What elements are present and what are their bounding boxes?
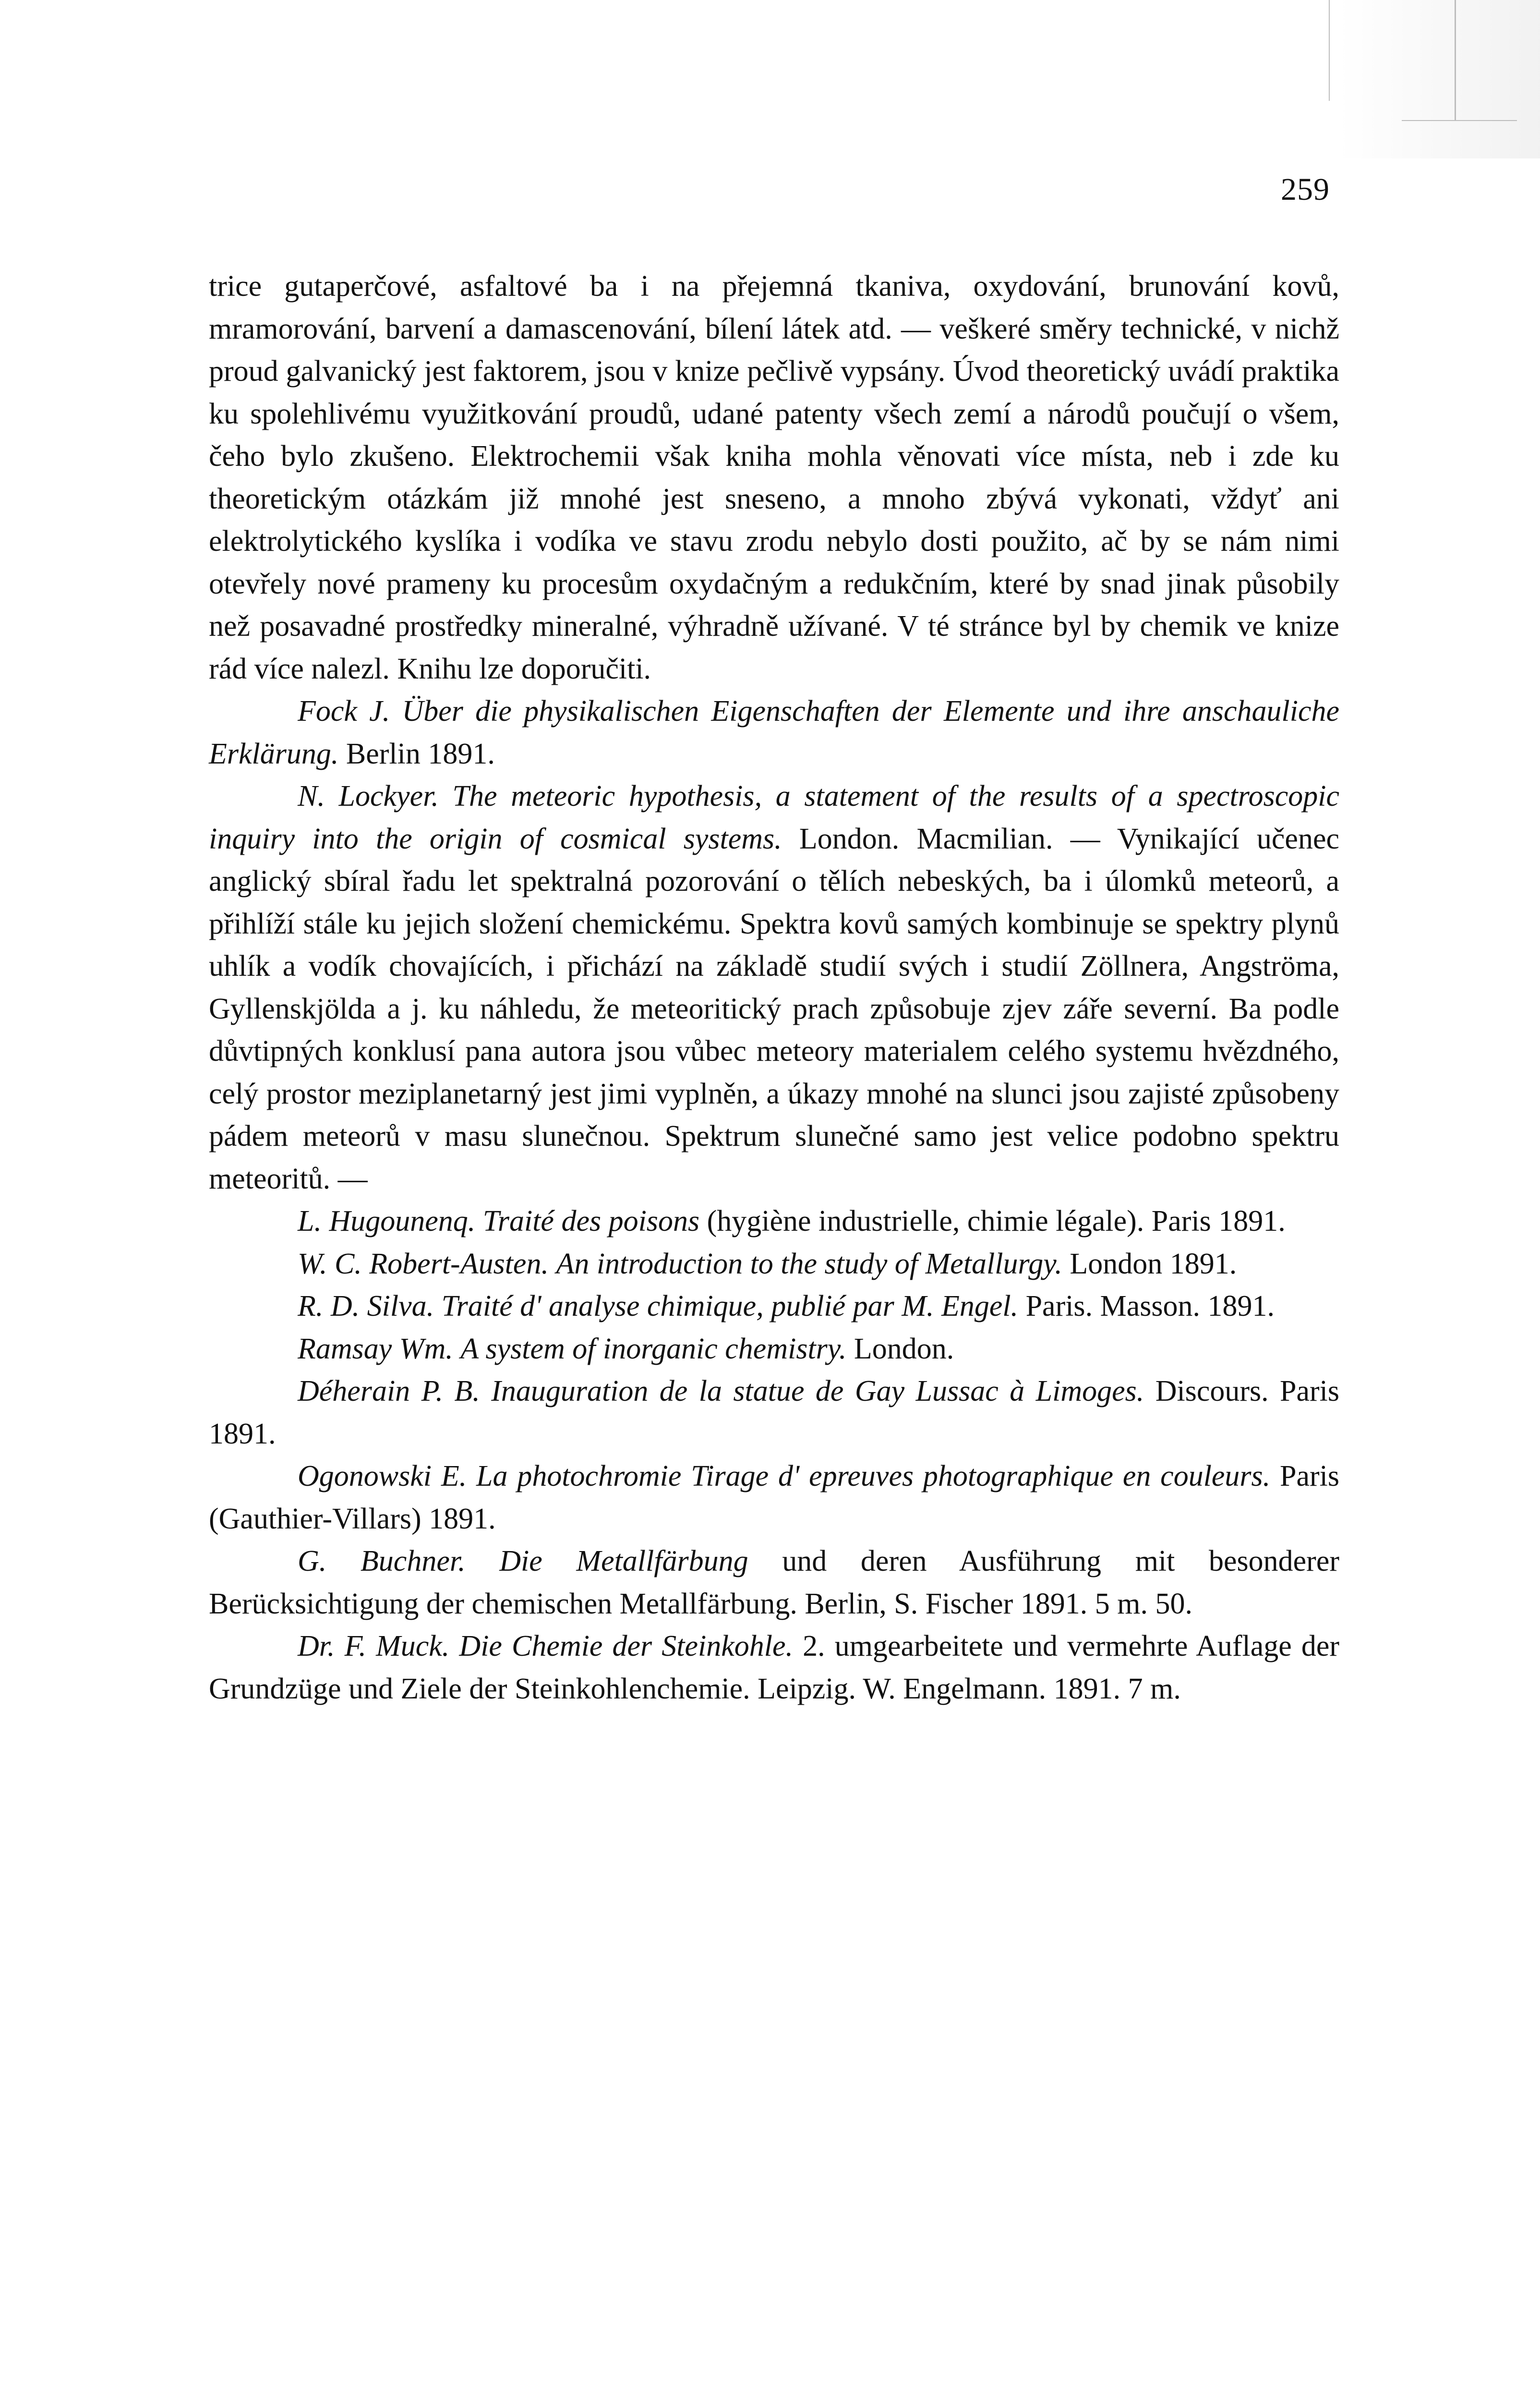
bibliography-entry	[209, 1455, 1339, 1540]
bibliography-entry	[209, 690, 1339, 775]
entry-title: Traité d' analyse chimique, publié par M. Engel.	[441, 1290, 1019, 1322]
bibliography-entry	[209, 1285, 1339, 1328]
entry-author: Fock J.	[298, 695, 390, 728]
entry-author: N. Lockyer.	[298, 780, 439, 812]
entry-author: L. Hugounenq.	[298, 1205, 476, 1237]
entry-title: Die Metallfärbung	[499, 1545, 748, 1577]
entry-title: A system of inorganic chemistry.	[460, 1332, 847, 1365]
scan-artifact-line	[1402, 120, 1517, 121]
entry-details: London.	[854, 1332, 954, 1365]
entry-details: (hygiène industrielle, chimie légale). Paris 1891.	[707, 1205, 1286, 1237]
entry-title: The meteoric hypothesis, a statement of the results of a spectroscopic inquiry into the origin of cosmical systems.	[209, 780, 1339, 855]
entry-details: Paris. Masson. 1891.	[1025, 1290, 1275, 1322]
bibliography-entry	[209, 1328, 1339, 1370]
entry-title: La photochromie Tirage d' epreuves photographique en couleurs.	[476, 1460, 1271, 1492]
entry-title: Traité des poisons	[482, 1205, 700, 1237]
entry-author: R. D. Silva.	[298, 1290, 434, 1322]
bibliography-entry	[209, 1625, 1339, 1710]
bibliography-entry	[209, 1243, 1339, 1285]
entry-author: G. Buchner.	[298, 1545, 466, 1577]
entry-details: 2. umgearbeitete und vermehrte Auflage der Grundzüge und Ziele der Steinkohlenchemie. Leipzig. W. Engelmann. 1891. 7 m.	[209, 1630, 1340, 1705]
entry-details: London 1891.	[1070, 1247, 1237, 1280]
entry-author: Ramsay Wm.	[298, 1332, 453, 1365]
entry-details: London. Macmilian. — Vynikající učenec anglický sbíral řadu let spektralná pozorování o tělích nebeských, ba i úlomků meteorů, a přihlíží stále ku jejich složení chemickému. Spektra kovů samých kombinuje se spektry plynů uhlík a vodík chovajících, i přichází na základě studií svých i studií Zöllnera, Angströma, Gyllenskjölda a j. ku náhledu, že meteoritický prach způsobuje zjev záře severní. Ba podle důvtipných konklusí pana autora jsou vůbec meteory materialem celého systemu hvězdného, celý prostor meziplanetarný jest jimi vyplněn, a úkazy mnohé na slunci jsou zajisté způsobeny pádem meteorů v masu slunečnou. Spektrum slunečné samo jest velice podobno spektru meteoritů. —	[209, 822, 1339, 1195]
intro-paragraph: trice gutaperčové, asfaltové ba i na přejemná tkaniva, oxydování, brunování kovů, mramorování, barvení a damascenování, bílení látek atd. — veškeré směry technické, v nichž proud galvanický jest faktorem, jsou v knize pečlivě vypsány. Úvod theoretický uvádí praktika ku spolehlivému využitkování proudů, udané patenty všech zemí a národů poučují o všem, čeho bylo zkušeno. Elektrochemii však kniha mohla věnovati více místa, neb i zde ku theoretickým otázkám již mnohé jest sneseno, a mnoho zbývá vykonati, vždyť ani elektrolytického kyslíka i vodíka ve stavu zrodu nebylo dosti použito, ač by se nám nimi otevřely nové prameny ku procesům oxydačným a redukčním, které by snad jinak působily než posavadné prostředky mineralné, výhradně užívané. V té stránce byl by chemik ve knize rád více nalezl. Knihu lze doporučiti.	[209, 270, 1339, 685]
entry-author: W. C. Robert-Austen.	[298, 1247, 549, 1280]
entry-author: Ogonowski E.	[298, 1460, 467, 1492]
bibliography-entry	[209, 1200, 1339, 1243]
scan-edge-shadow	[1338, 0, 1540, 158]
entry-title: Inauguration de la statue de Gay Lussac à Limoges.	[491, 1375, 1144, 1407]
entry-title: An introduction to the study of Metallurgy.	[556, 1247, 1062, 1280]
scan-artifact-line	[1455, 0, 1456, 120]
entry-details: Berlin 1891.	[346, 737, 495, 770]
entry-details: und deren Ausführung mit besonderer Berücksichtigung der chemischen Metallfärbung. Berlin, S. Fischer 1891. 5 m. 50.	[209, 1545, 1339, 1620]
entry-title: Die Chemie der Steinkohle.	[459, 1630, 794, 1662]
entry-details: Paris (Gauthier-Villars) 1891.	[209, 1460, 1340, 1535]
entry-details: Discours. Paris 1891.	[209, 1375, 1340, 1450]
bibliography-entry	[209, 1540, 1339, 1625]
bibliography-entry	[209, 1370, 1339, 1455]
entry-title: Über die physikalischen Eigenschaften der Elemente und ihre anschauliche Erklärung.	[209, 695, 1339, 770]
page-number: 259	[1281, 172, 1330, 207]
scan-artifact-line	[1329, 0, 1330, 101]
entry-author: Déherain P. B.	[298, 1375, 480, 1407]
entry-author: Dr. F. Muck.	[298, 1630, 450, 1662]
page-body	[209, 265, 1339, 1710]
bibliography-entry	[209, 775, 1339, 1200]
